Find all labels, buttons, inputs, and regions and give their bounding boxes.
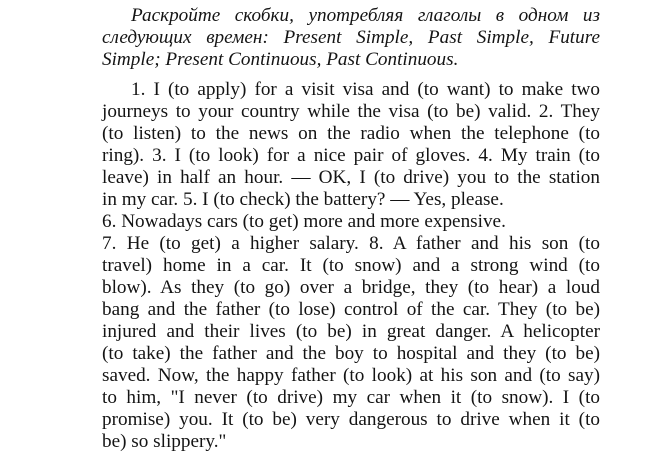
exercise-line-6: in my car. 5. I (to check) the battery? — Yes, please.	[102, 189, 504, 210]
exercise-line-13: (to take) the father and the boy to hospital and they (to be)	[102, 343, 600, 364]
exercise-line-17: be) so slippery."	[102, 431, 227, 452]
exercise-line-5: leave) in half an hour. — OK, I (to drive) you to the station	[102, 167, 600, 188]
exercise-line-1: 1. I (to apply) for a visit visa and (to want) to make two	[131, 79, 600, 100]
task-line-2: следующих времен: Present Simple, Past Simple, Future	[102, 27, 600, 48]
exercise-line-7: 6. Nowadays cars (to get) more and more expensive.	[102, 211, 506, 232]
exercise-line-16: promise) you. It (to be) very dangerous to drive when it (to	[102, 409, 600, 430]
task-line-3: Simple; Present Continuous, Past Continuous.	[102, 49, 459, 70]
exercise-line-15: to him, "I never (to drive) my car when it (to snow). I (to	[102, 387, 600, 408]
exercise-line-2: journeys to your country while the visa (to be) valid. 2. They	[102, 101, 600, 122]
exercise-line-10: blow). As they (to go) over a bridge, they (to hear) a loud	[102, 277, 600, 298]
exercise-line-12: injured and their lives (to be) in great danger. A helicopter	[102, 321, 600, 342]
exercise-line-11: bang and the father (to lose) control of the car. They (to be)	[102, 299, 600, 320]
exercise-line-3: (to listen) to the news on the radio when the telephone (to	[102, 123, 600, 144]
exercise-line-4: ring). 3. I (to look) for a nice pair of gloves. 4. My train (to	[102, 145, 600, 166]
task-line-1: Раскройте скобки, употребляя глаголы в одном из	[131, 5, 600, 26]
exercise-line-9: travel) home in a car. It (to snow) and a strong wind (to	[102, 255, 600, 276]
exercise-line-8: 7. He (to get) a higher salary. 8. A father and his son (to	[102, 233, 600, 254]
exercise-line-14: saved. Now, the happy father (to look) at his son and (to say)	[102, 365, 600, 386]
